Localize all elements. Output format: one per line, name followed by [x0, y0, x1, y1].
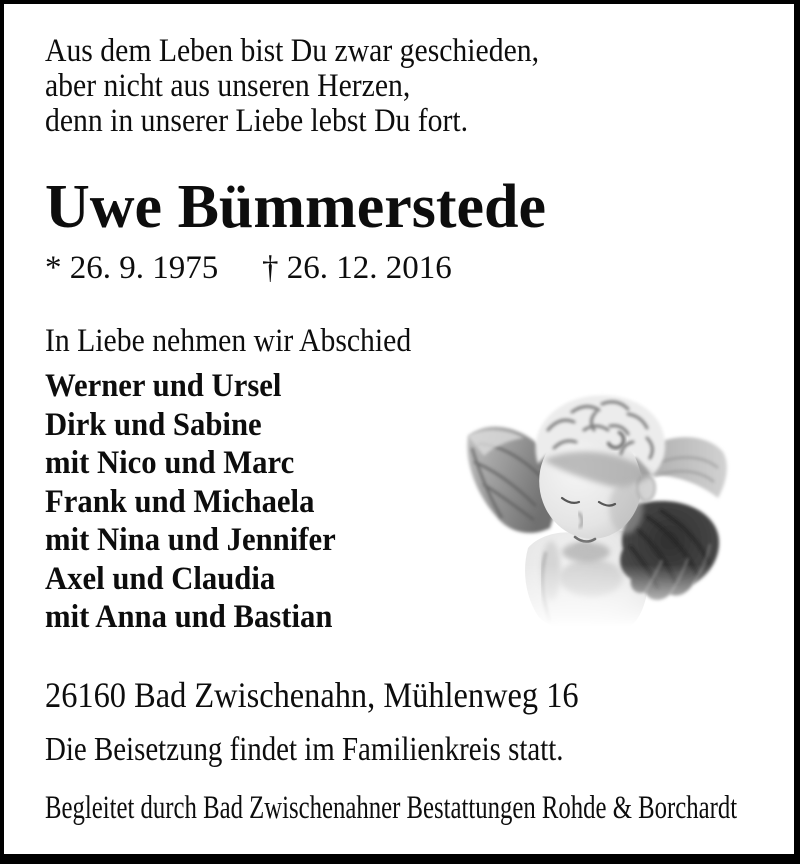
notice-sheet	[4, 4, 794, 854]
funeral-home-note: Begleitet durch Bad Zwischenahner Bestattungen Rohde & Borchardt	[45, 790, 738, 826]
address-line: 26160 Bad Zwischenahn, Mühlenweg 16	[45, 675, 579, 715]
mourner-line: mit Anna und Bastian	[45, 599, 333, 635]
verse-line: aber nicht aus unseren Herzen,	[45, 68, 411, 104]
mourner-line: mit Nico und Marc	[45, 445, 295, 481]
mourner-line: Werner und Ursel	[45, 368, 282, 404]
verse-line: Aus dem Leben bist Du zwar geschieden,	[45, 33, 540, 69]
mourner-line: Axel und Claudia	[45, 560, 276, 597]
memorial-verse	[45, 34, 539, 139]
life-dates	[4, 252, 794, 292]
birth-date: * 26. 9. 1975	[45, 250, 219, 286]
mourner-line: Dirk und Sabine	[45, 406, 262, 443]
farewell-intro: In Liebe nehmen wir Abschied	[45, 323, 412, 359]
mourner-line: mit Nina und Jennifer	[45, 522, 336, 558]
cherub-angel-image	[450, 386, 750, 634]
deceased-name: Uwe Bümmerstede	[45, 173, 547, 241]
mourners-list	[45, 367, 336, 637]
burial-note: Die Beisetzung findet im Familienkreis statt.	[45, 731, 564, 768]
mourner-line: Frank und Michaela	[45, 483, 315, 520]
verse-line: denn in unserer Liebe lebst Du fort.	[45, 103, 469, 139]
death-date: † 26. 12. 2016	[262, 250, 452, 286]
